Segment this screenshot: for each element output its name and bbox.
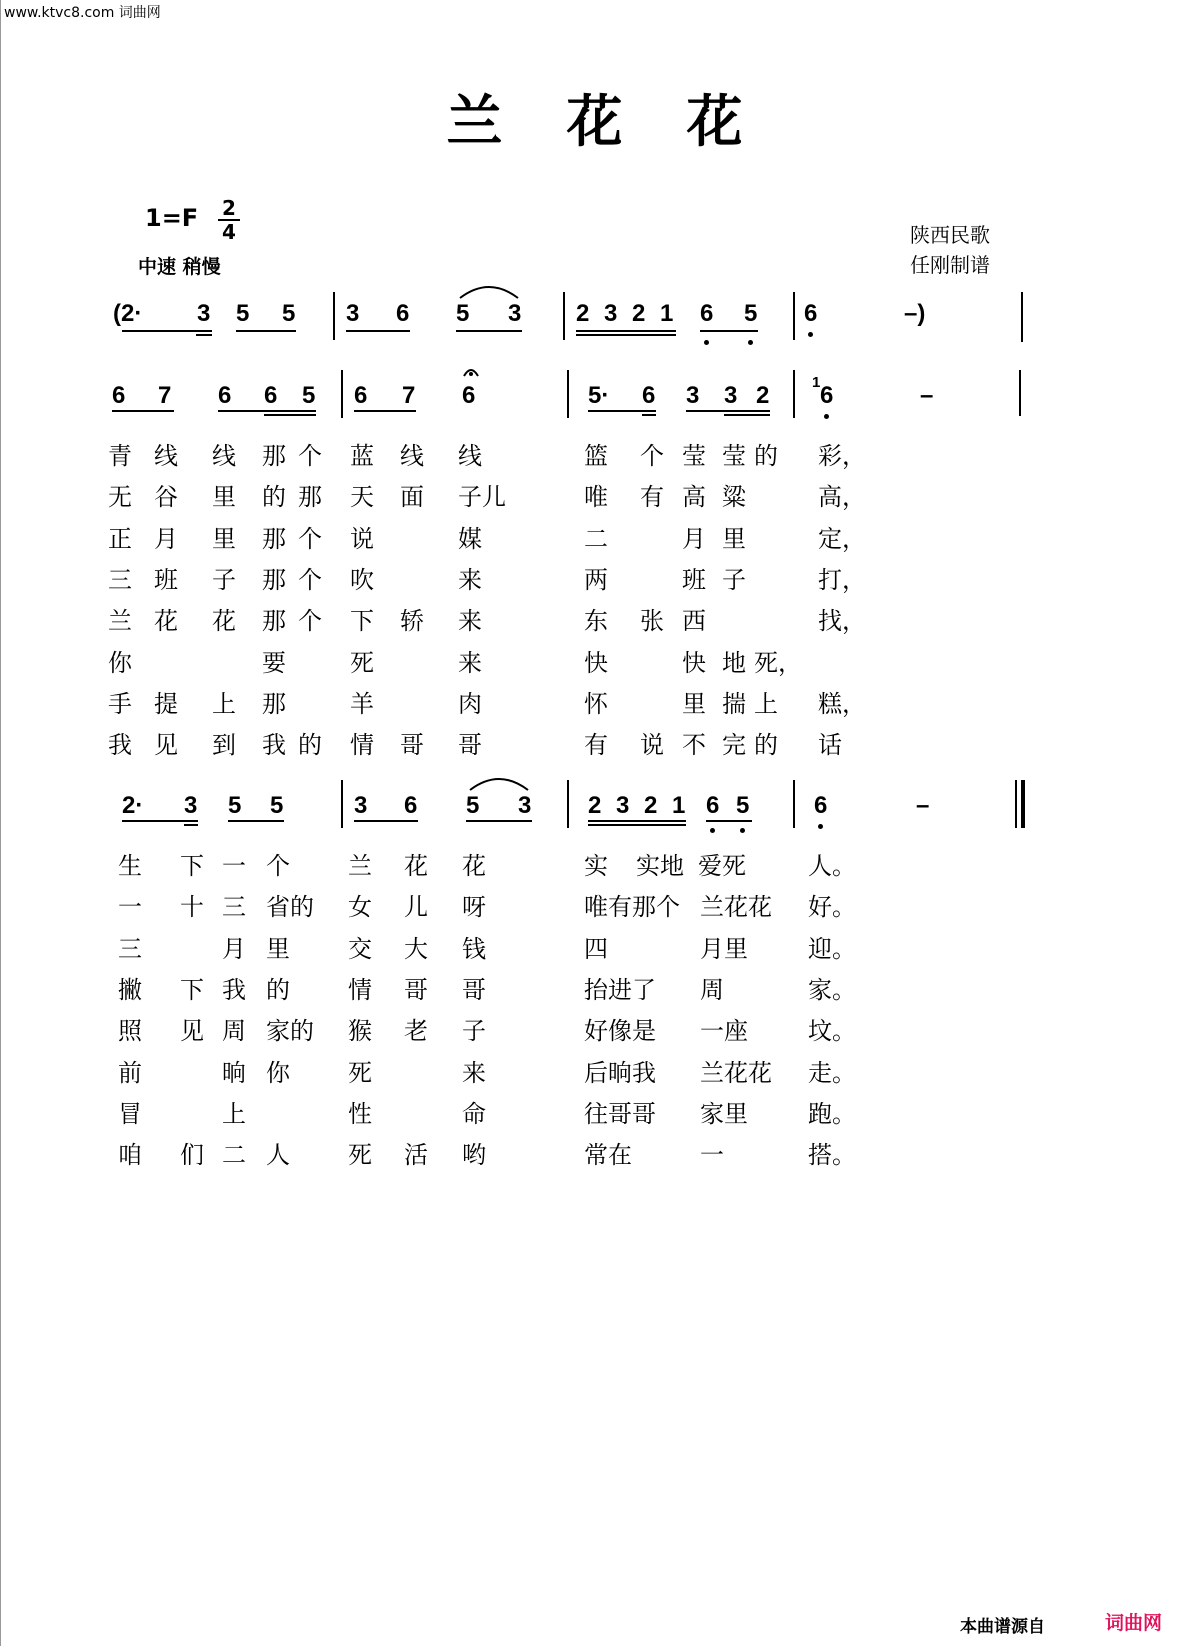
lyric-syllable: 哥: [400, 731, 424, 760]
lyric-syllable: 下: [180, 852, 204, 880]
lyric-syllable: 正: [108, 524, 132, 553]
lyric-syllable: 我: [262, 731, 286, 760]
lyric-syllable: 四: [584, 934, 608, 963]
note: 6: [354, 382, 368, 409]
lyric-syllable: 轿: [400, 607, 424, 636]
lyric-syllable: 情: [348, 975, 372, 1004]
barline: [793, 780, 795, 828]
lyric-syllable: 死: [350, 648, 374, 677]
lyric-syllable: 篮: [584, 442, 608, 470]
beam: [264, 414, 316, 416]
note: 5: [270, 792, 284, 819]
lyric-syllable: 来: [458, 607, 482, 636]
lyric-syllable: 到: [212, 731, 236, 760]
lyric-syllable: 月: [682, 524, 706, 553]
lyric-syllable: 子: [722, 565, 746, 594]
lyric-syllable: 说: [350, 524, 374, 553]
lyric-syllable: 兰花花: [700, 1058, 772, 1087]
beam: [122, 330, 212, 332]
beam: [354, 820, 418, 822]
lyric-syllable: 彩，: [818, 442, 866, 470]
note: 5: [456, 300, 470, 327]
lyric-syllable: 羊: [350, 689, 374, 718]
note: 5: [736, 792, 750, 819]
note: 2: [576, 300, 590, 327]
lyric-syllable: 里: [682, 689, 706, 718]
note: 1: [672, 792, 686, 819]
barline: [563, 292, 565, 340]
lyric-syllable: 有: [584, 731, 608, 760]
footer-source-text: 本曲谱源自: [960, 1617, 1045, 1637]
beam: [588, 824, 686, 826]
lyric-syllable: 那: [262, 607, 286, 636]
beam: [466, 820, 532, 822]
lyric-syllable: 哟: [462, 1141, 486, 1170]
time-bottom: 4: [222, 220, 236, 244]
lyric-syllable: 你: [108, 648, 132, 677]
lyric-syllable: 下: [180, 975, 204, 1004]
lyric-syllable: 无: [108, 483, 132, 512]
lyric-syllable: 来: [462, 1058, 486, 1087]
lyric-syllable: 花: [154, 607, 178, 636]
lyric-syllable: 花: [462, 852, 486, 880]
lyric-syllable: 猴: [348, 1017, 372, 1046]
lyric-syllable: 唯有那个: [584, 893, 680, 922]
lyric-syllable: 下: [350, 607, 374, 636]
lyric-syllable: 走。: [808, 1058, 856, 1087]
lyric-syllable: 迎。: [808, 934, 856, 963]
lyric-syllable: 见: [180, 1017, 204, 1046]
lyric-syllable: 快: [682, 648, 706, 677]
lyric-syllable: 蓝: [350, 442, 374, 470]
chorus-staff: [0, 780, 1189, 850]
lyric-syllable: 见: [154, 731, 178, 760]
footer-brand-logo[interactable]: 词曲网: [1105, 1612, 1163, 1634]
lyric-syllable: 要: [262, 648, 286, 677]
key-signature: 1=F: [145, 204, 199, 232]
lyric-syllable: 周: [222, 1017, 246, 1046]
note: 6: [112, 382, 126, 409]
note: 2: [756, 382, 770, 409]
note: –: [920, 382, 934, 409]
beam: [346, 330, 410, 332]
note: 6: [396, 300, 410, 327]
note: 3: [518, 792, 532, 819]
lyric-syllable: 粱: [722, 483, 746, 512]
lyric-syllable: 那: [262, 524, 286, 553]
lyric-syllable: 我: [108, 731, 132, 760]
lyric-syllable: 西: [682, 607, 706, 636]
lyric-syllable: 跑。: [808, 1099, 856, 1128]
lyric-syllable: 高: [682, 483, 706, 512]
lyric-syllable: 钱: [462, 934, 486, 963]
beam: [456, 330, 522, 332]
lyric-syllable: 们: [180, 1141, 204, 1170]
note: 3: [354, 792, 368, 819]
lyric-syllable: 个: [266, 852, 290, 880]
low-octave-dot: [704, 340, 709, 345]
lyric-syllable: 老: [404, 1017, 428, 1046]
lyric-syllable: 一: [700, 1141, 724, 1170]
source: 陕西民歌: [910, 223, 990, 247]
lyric-syllable: 兰花花: [700, 893, 772, 922]
beam: [700, 330, 758, 332]
low-octave-dot: [740, 828, 745, 833]
note: 2: [588, 792, 602, 819]
lyric-syllable: 快: [584, 648, 608, 677]
lyric-syllable: 你: [266, 1058, 290, 1087]
lyric-syllable: 实地: [636, 852, 684, 880]
note: 6: [264, 382, 278, 409]
note: 6: [642, 382, 656, 409]
note: 2: [644, 792, 658, 819]
lyric-syllable: 谷: [154, 483, 178, 512]
note: 2·: [122, 792, 144, 819]
note: –): [904, 300, 926, 327]
lyric-syllable: 的: [754, 731, 778, 760]
beam: [196, 334, 212, 336]
lyric-syllable: 说: [640, 731, 664, 760]
lyric-syllable: 唯: [584, 483, 608, 512]
note: 6: [820, 382, 834, 409]
slur: [468, 772, 530, 792]
lyric-syllable: 莹: [722, 442, 746, 470]
lyric-syllable: 前: [118, 1058, 142, 1087]
title-char: 花: [566, 89, 623, 155]
lyric-syllable: 天: [350, 483, 374, 512]
lyric-syllable: 揣: [722, 689, 746, 718]
lyric-syllable: 活: [404, 1141, 428, 1170]
beam: [706, 820, 752, 822]
note: 3: [604, 300, 618, 327]
lyric-syllable: 高，: [818, 483, 866, 512]
verse-staff: [0, 370, 1189, 440]
low-octave-dot: [710, 828, 715, 833]
intro-staff: [0, 292, 1189, 362]
title-char: 兰: [446, 89, 503, 155]
beam: [724, 414, 770, 416]
lyric-syllable: 那: [262, 442, 286, 470]
lyric-syllable: 肉: [458, 689, 482, 718]
lyric-syllable: 二: [222, 1141, 246, 1170]
lyric-syllable: 的: [754, 442, 778, 470]
note: 2: [632, 300, 646, 327]
arranger: 任刚制谱: [910, 253, 990, 277]
beam: [686, 410, 770, 412]
low-octave-dot: [748, 340, 753, 345]
note: 7: [402, 382, 416, 409]
lyric-syllable: 死: [348, 1141, 372, 1170]
note: 6: [462, 382, 476, 409]
note: 1: [660, 300, 674, 327]
note: 6: [814, 792, 828, 819]
note: (2·: [113, 300, 143, 327]
lyric-syllable: 死: [348, 1058, 372, 1087]
note: 3: [686, 382, 700, 409]
lyric-syllable: 月: [154, 524, 178, 553]
tempo-marking: 中速 稍慢: [138, 256, 221, 278]
lyric-syllable: 哥: [458, 731, 482, 760]
lyric-syllable: 照: [118, 1017, 142, 1046]
note: –: [916, 792, 930, 819]
lyric-syllable: 抬进了: [584, 975, 656, 1004]
lyric-syllable: 个: [298, 524, 322, 553]
lyric-syllable: 家的: [266, 1017, 314, 1046]
time-top: 2: [222, 196, 236, 220]
lyric-syllable: 儿: [404, 893, 428, 922]
beam: [576, 334, 676, 336]
lyric-syllable: 好。: [808, 893, 856, 922]
lyric-syllable: 上: [222, 1099, 246, 1128]
low-octave-dot: [824, 414, 829, 419]
lyric-syllable: 十: [180, 893, 204, 922]
lyric-syllable: 来: [458, 565, 482, 594]
lyric-syllable: 面: [400, 483, 424, 512]
lyric-syllable: 兰: [108, 607, 132, 636]
watermark: www.ktvc8.com 词曲网: [4, 5, 161, 21]
note: 5: [282, 300, 296, 327]
lyric-syllable: 个: [298, 607, 322, 636]
lyric-syllable: 地: [722, 648, 746, 677]
lyric-syllable: 里: [212, 524, 236, 553]
lyric-syllable: 一座: [700, 1017, 748, 1046]
barline: [333, 292, 335, 340]
lyric-syllable: 完: [722, 731, 746, 760]
slur: [458, 280, 520, 300]
note: 6: [404, 792, 418, 819]
lyric-syllable: 班: [682, 565, 706, 594]
lyric-syllable: 爱死: [698, 852, 746, 880]
lyric-syllable: 线: [212, 442, 236, 470]
note: 6: [700, 300, 714, 327]
lyric-syllable: 里: [266, 934, 290, 963]
lyric-syllable: 班: [154, 565, 178, 594]
lyric-syllable: 上: [754, 689, 778, 718]
lyric-syllable: 找，: [818, 607, 866, 636]
lyric-syllable: 命: [462, 1099, 486, 1128]
beam: [588, 410, 656, 412]
note: 5: [236, 300, 250, 327]
beam: [228, 820, 284, 822]
lyric-syllable: 家里: [700, 1099, 748, 1128]
note: 3: [184, 792, 198, 819]
lyric-syllable: 提: [154, 689, 178, 718]
lyric-syllable: 张: [640, 607, 664, 636]
lyric-syllable: 往哥哥: [584, 1099, 656, 1128]
lyric-syllable: 个: [298, 442, 322, 470]
final-barline-thin: [1015, 780, 1017, 828]
lyric-syllable: 我: [222, 975, 246, 1004]
lyric-syllable: 那: [298, 483, 322, 512]
lyric-syllable: 手: [108, 689, 132, 718]
lyric-syllable: 性: [348, 1099, 372, 1128]
lyric-syllable: 月里: [700, 934, 748, 963]
lyric-syllable: 死，: [754, 648, 802, 677]
lyric-syllable: 个: [640, 442, 664, 470]
note: 3: [508, 300, 522, 327]
note: 5: [744, 300, 758, 327]
lyric-syllable: 花: [404, 852, 428, 880]
note: 3: [724, 382, 738, 409]
lyric-syllable: 哥: [404, 975, 428, 1004]
barline: [1019, 370, 1021, 416]
lyric-syllable: 搭。: [808, 1141, 856, 1170]
lyric-syllable: 家。: [808, 975, 856, 1004]
title-char: 花: [686, 89, 743, 155]
lyric-syllable: 晌: [222, 1058, 246, 1087]
lyric-syllable: 大: [404, 934, 428, 963]
beam: [576, 330, 676, 332]
lyric-syllable: 那: [262, 565, 286, 594]
lyric-syllable: 冒: [118, 1099, 142, 1128]
fermata-icon: [462, 364, 480, 378]
lyric-syllable: 两: [584, 565, 608, 594]
beam: [218, 410, 316, 412]
note: 6: [706, 792, 720, 819]
lyric-syllable: 坟。: [808, 1017, 856, 1046]
grace-note: 1: [812, 374, 821, 391]
lyric-syllable: 糕，: [818, 689, 866, 718]
barline: [341, 370, 343, 418]
lyric-syllable: 一: [118, 893, 142, 922]
low-octave-dot: [818, 824, 823, 829]
lyric-syllable: 月: [222, 934, 246, 963]
lyric-syllable: 有: [640, 483, 664, 512]
lyric-syllable: 那: [262, 689, 286, 718]
note: 3: [197, 300, 211, 327]
lyric-syllable: 话: [818, 731, 842, 760]
song-title: [0, 78, 1189, 158]
note: 6: [804, 300, 818, 327]
note: 5·: [588, 382, 610, 409]
lyric-syllable: 人。: [808, 852, 856, 880]
lyric-syllable: 的: [262, 483, 286, 512]
lyric-syllable: 哥: [462, 975, 486, 1004]
beam: [354, 410, 416, 412]
lyric-syllable: 个: [298, 565, 322, 594]
lyric-syllable: 的: [298, 731, 322, 760]
lyric-syllable: 不: [682, 731, 706, 760]
barline: [793, 370, 795, 418]
lyric-syllable: 省的: [266, 893, 314, 922]
beam: [642, 414, 656, 416]
lyric-syllable: 呀: [462, 893, 486, 922]
lyric-syllable: 的: [266, 975, 290, 1004]
barline: [341, 780, 343, 828]
lyric-syllable: 好像是: [584, 1017, 656, 1046]
lyric-syllable: 莹: [682, 442, 706, 470]
time-signature: [218, 198, 240, 242]
note: 6: [218, 382, 232, 409]
barline: [1021, 292, 1023, 342]
note: 5: [302, 382, 316, 409]
beam: [184, 824, 198, 826]
note: 5: [228, 792, 242, 819]
barline: [567, 780, 569, 828]
lyric-syllable: 女: [348, 893, 372, 922]
lyric-syllable: 子: [462, 1017, 486, 1046]
lyric-syllable: 打，: [818, 565, 866, 594]
lyric-syllable: 青: [108, 442, 132, 470]
note: 7: [158, 382, 172, 409]
lyric-syllable: 生: [118, 852, 142, 880]
lyric-syllable: 吹: [350, 565, 374, 594]
lyric-syllable: 线: [154, 442, 178, 470]
lyric-syllable: 子: [212, 565, 236, 594]
lyric-syllable: 里: [722, 524, 746, 553]
lyric-syllable: 周: [700, 975, 724, 1004]
lyric-syllable: 交: [348, 934, 372, 963]
note: 3: [616, 792, 630, 819]
lyric-syllable: 三: [108, 565, 132, 594]
lyric-syllable: 里: [212, 483, 236, 512]
lyric-syllable: 常在: [584, 1141, 632, 1170]
beam: [112, 410, 174, 412]
note: 5: [466, 792, 480, 819]
beam: [122, 820, 198, 822]
lyric-syllable: 定，: [818, 524, 866, 553]
lyric-syllable: 三: [222, 893, 246, 922]
barline: [793, 292, 795, 340]
final-barline-thick: [1021, 780, 1025, 828]
lyric-syllable: 后晌我: [584, 1058, 656, 1087]
barline: [567, 370, 569, 418]
lyric-syllable: 三: [118, 934, 142, 963]
lyric-syllable: 上: [212, 689, 236, 718]
lyric-syllable: 子儿: [458, 483, 506, 512]
lyric-syllable: 一: [222, 852, 246, 880]
lyric-syllable: 线: [400, 442, 424, 470]
low-octave-dot: [808, 332, 813, 337]
lyric-syllable: 人: [266, 1141, 290, 1170]
credits: [910, 220, 990, 280]
lyric-syllable: 二: [584, 524, 608, 553]
lyric-syllable: 怀: [584, 689, 608, 718]
lyric-syllable: 来: [458, 648, 482, 677]
note: 3: [346, 300, 360, 327]
lyric-syllable: 实: [584, 852, 608, 880]
beam: [588, 820, 686, 822]
lyric-syllable: 咱: [118, 1141, 142, 1170]
lyric-syllable: 兰: [348, 852, 372, 880]
beam: [236, 330, 296, 332]
lyric-syllable: 情: [350, 731, 374, 760]
lyric-syllable: 花: [212, 607, 236, 636]
lyric-syllable: 东: [584, 607, 608, 636]
lyric-syllable: 撇: [118, 975, 142, 1004]
lyric-syllable: 线: [458, 442, 482, 470]
lyric-syllable: 媒: [458, 524, 482, 553]
